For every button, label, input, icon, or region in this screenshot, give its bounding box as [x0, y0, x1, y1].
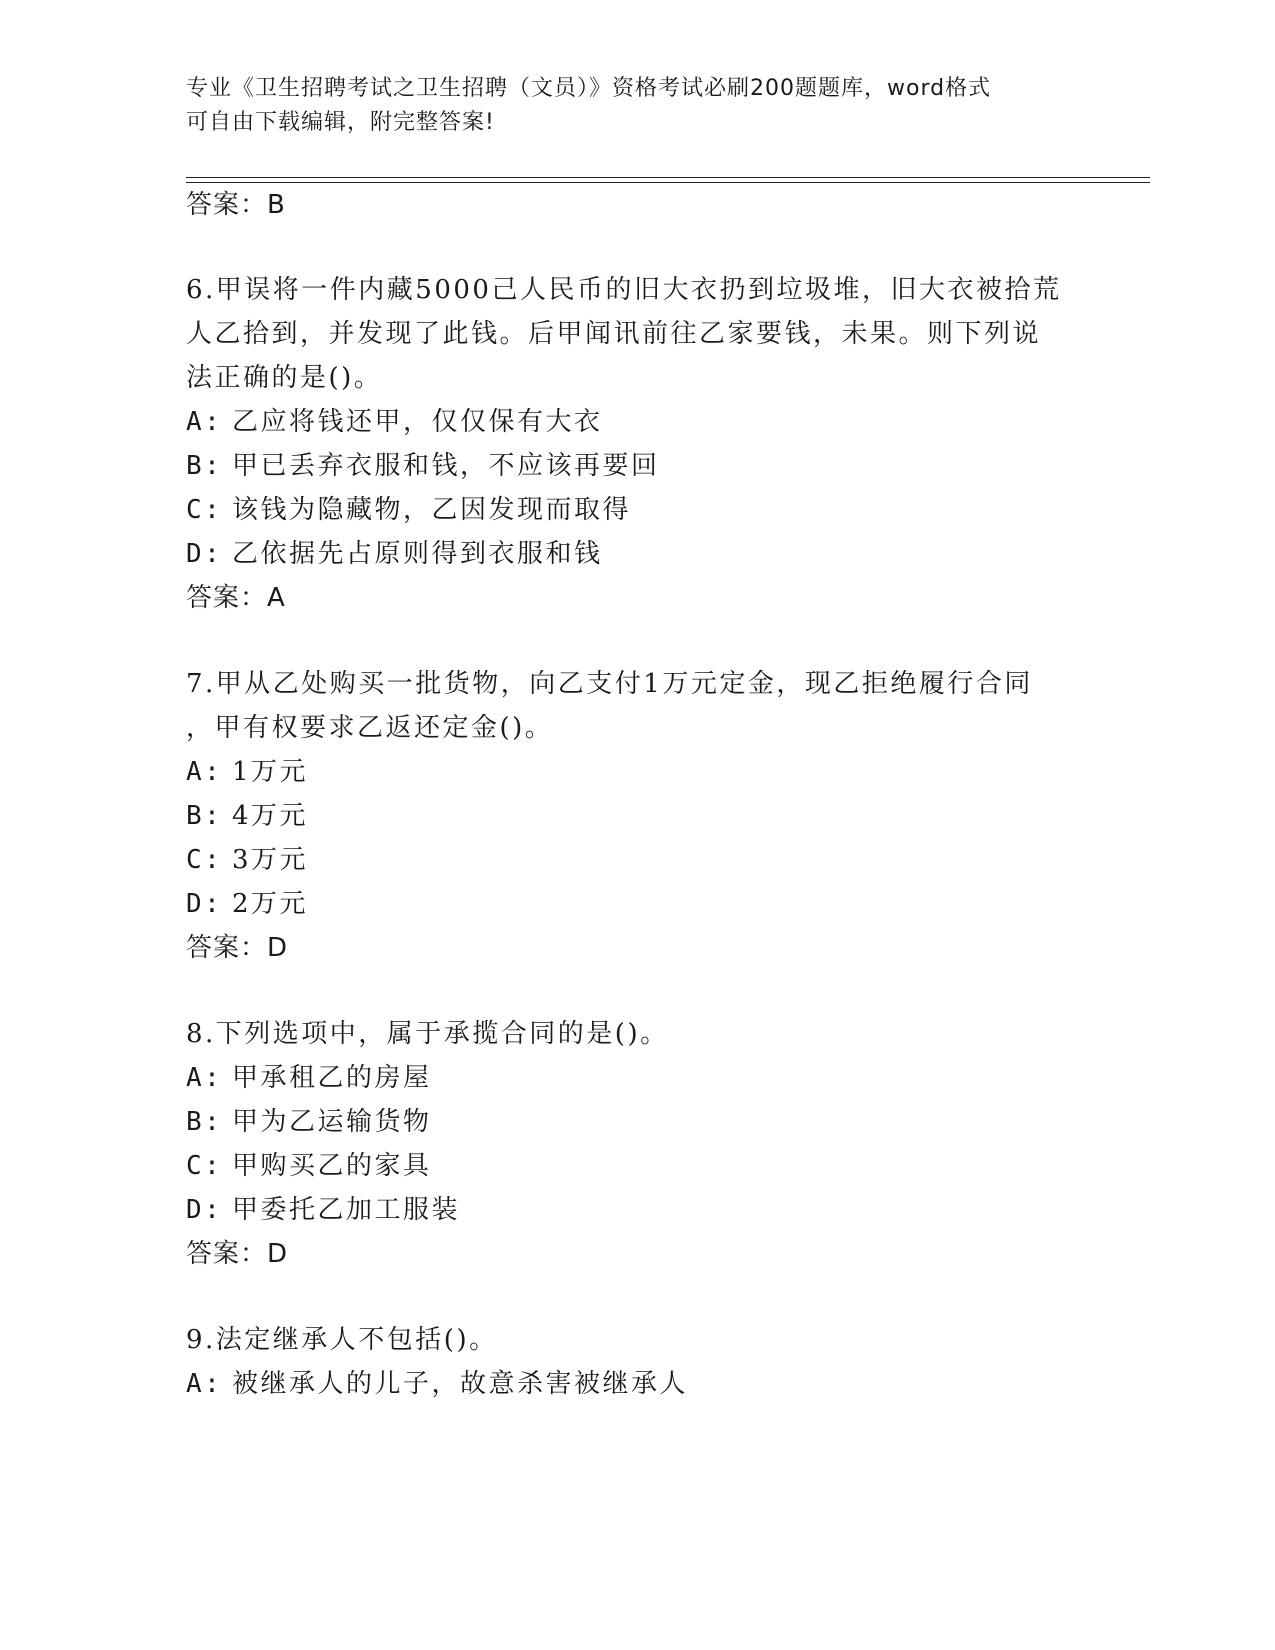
option-label: D:	[186, 1195, 223, 1225]
option-label: B:	[186, 1107, 223, 1137]
option-label: A:	[186, 757, 223, 787]
option-text: 4万元	[232, 801, 309, 831]
option-label: A:	[186, 407, 223, 437]
option-text: 甲委托乙加工服装	[232, 1195, 461, 1225]
document-header	[186, 72, 1086, 140]
q8-answer: 答案：D	[186, 1239, 289, 1269]
option-text: 被继承人的儿子，故意杀害被继承人	[232, 1369, 689, 1399]
q8-option-d	[186, 1193, 460, 1227]
header-rule-bottom	[186, 182, 1150, 183]
q6-text-line-1: 6.甲误将一件内藏5000己人民币的旧大衣扔到垃圾堆，旧大衣被拾荒	[186, 275, 1062, 305]
option-text: 甲为乙运输货物	[232, 1107, 432, 1137]
q9-option-a	[186, 1367, 688, 1401]
q7-text-line-1: 7.甲从乙处购买一批货物，向乙支付1万元定金，现乙拒绝履行合同	[186, 669, 1033, 699]
q8-text-line-1: 8.下列选项中，属于承揽合同的是()。	[186, 1019, 669, 1049]
header-line-1: 专业《卫生招聘考试之卫生招聘（文员）》资格考试必刷200题题库，word格式	[186, 76, 992, 101]
option-text: 2万元	[232, 889, 309, 919]
q8-option-a	[186, 1061, 432, 1095]
option-text: 该钱为隐藏物，乙因发现而取得	[232, 495, 632, 525]
q6-option-a	[186, 405, 603, 439]
q6-option-b	[186, 449, 660, 483]
q6-answer: 答案：A	[186, 583, 286, 613]
q7-option-a	[186, 755, 308, 789]
q8-option-b	[186, 1105, 432, 1139]
q6-option-d	[186, 537, 603, 571]
q8-option-c	[186, 1149, 432, 1183]
q6-text-line-2: 人乙拾到，并发现了此钱。后甲闻讯前往乙家要钱，未果。则下列说	[186, 319, 1042, 349]
q7-option-b	[186, 799, 308, 833]
q7-option-d	[186, 887, 308, 921]
option-text: 乙依据先占原则得到衣服和钱	[232, 539, 603, 569]
option-text: 甲已丢弃衣服和钱，不应该再要回	[232, 451, 660, 481]
option-text: 乙应将钱还甲，仅仅保有大衣	[232, 407, 603, 437]
q7-text-line-2: ，甲有权要求乙返还定金()。	[186, 713, 554, 743]
option-label: C:	[186, 1151, 223, 1181]
option-label: C:	[186, 845, 223, 875]
q6-text-line-3: 法正确的是()。	[186, 363, 383, 393]
option-label: A:	[186, 1063, 223, 1093]
option-label: B:	[186, 451, 223, 481]
option-label: A:	[186, 1369, 223, 1399]
q9-text-line-1: 9.法定继承人不包括()。	[186, 1325, 498, 1355]
option-label: B:	[186, 801, 223, 831]
option-text: 甲承租乙的房屋	[232, 1063, 432, 1093]
option-text: 3万元	[232, 845, 309, 875]
header-rule-top	[186, 177, 1150, 178]
answer-prev: 答案：B	[186, 190, 286, 220]
option-label: D:	[186, 539, 223, 569]
option-text: 1万元	[232, 757, 309, 787]
option-text: 甲购买乙的家具	[232, 1151, 432, 1181]
q7-answer: 答案：D	[186, 933, 289, 963]
header-line-2: 可自由下载编辑，附完整答案!	[186, 110, 495, 135]
option-label: D:	[186, 889, 223, 919]
q7-option-c	[186, 843, 308, 877]
q6-option-c	[186, 493, 631, 527]
option-label: C:	[186, 495, 223, 525]
